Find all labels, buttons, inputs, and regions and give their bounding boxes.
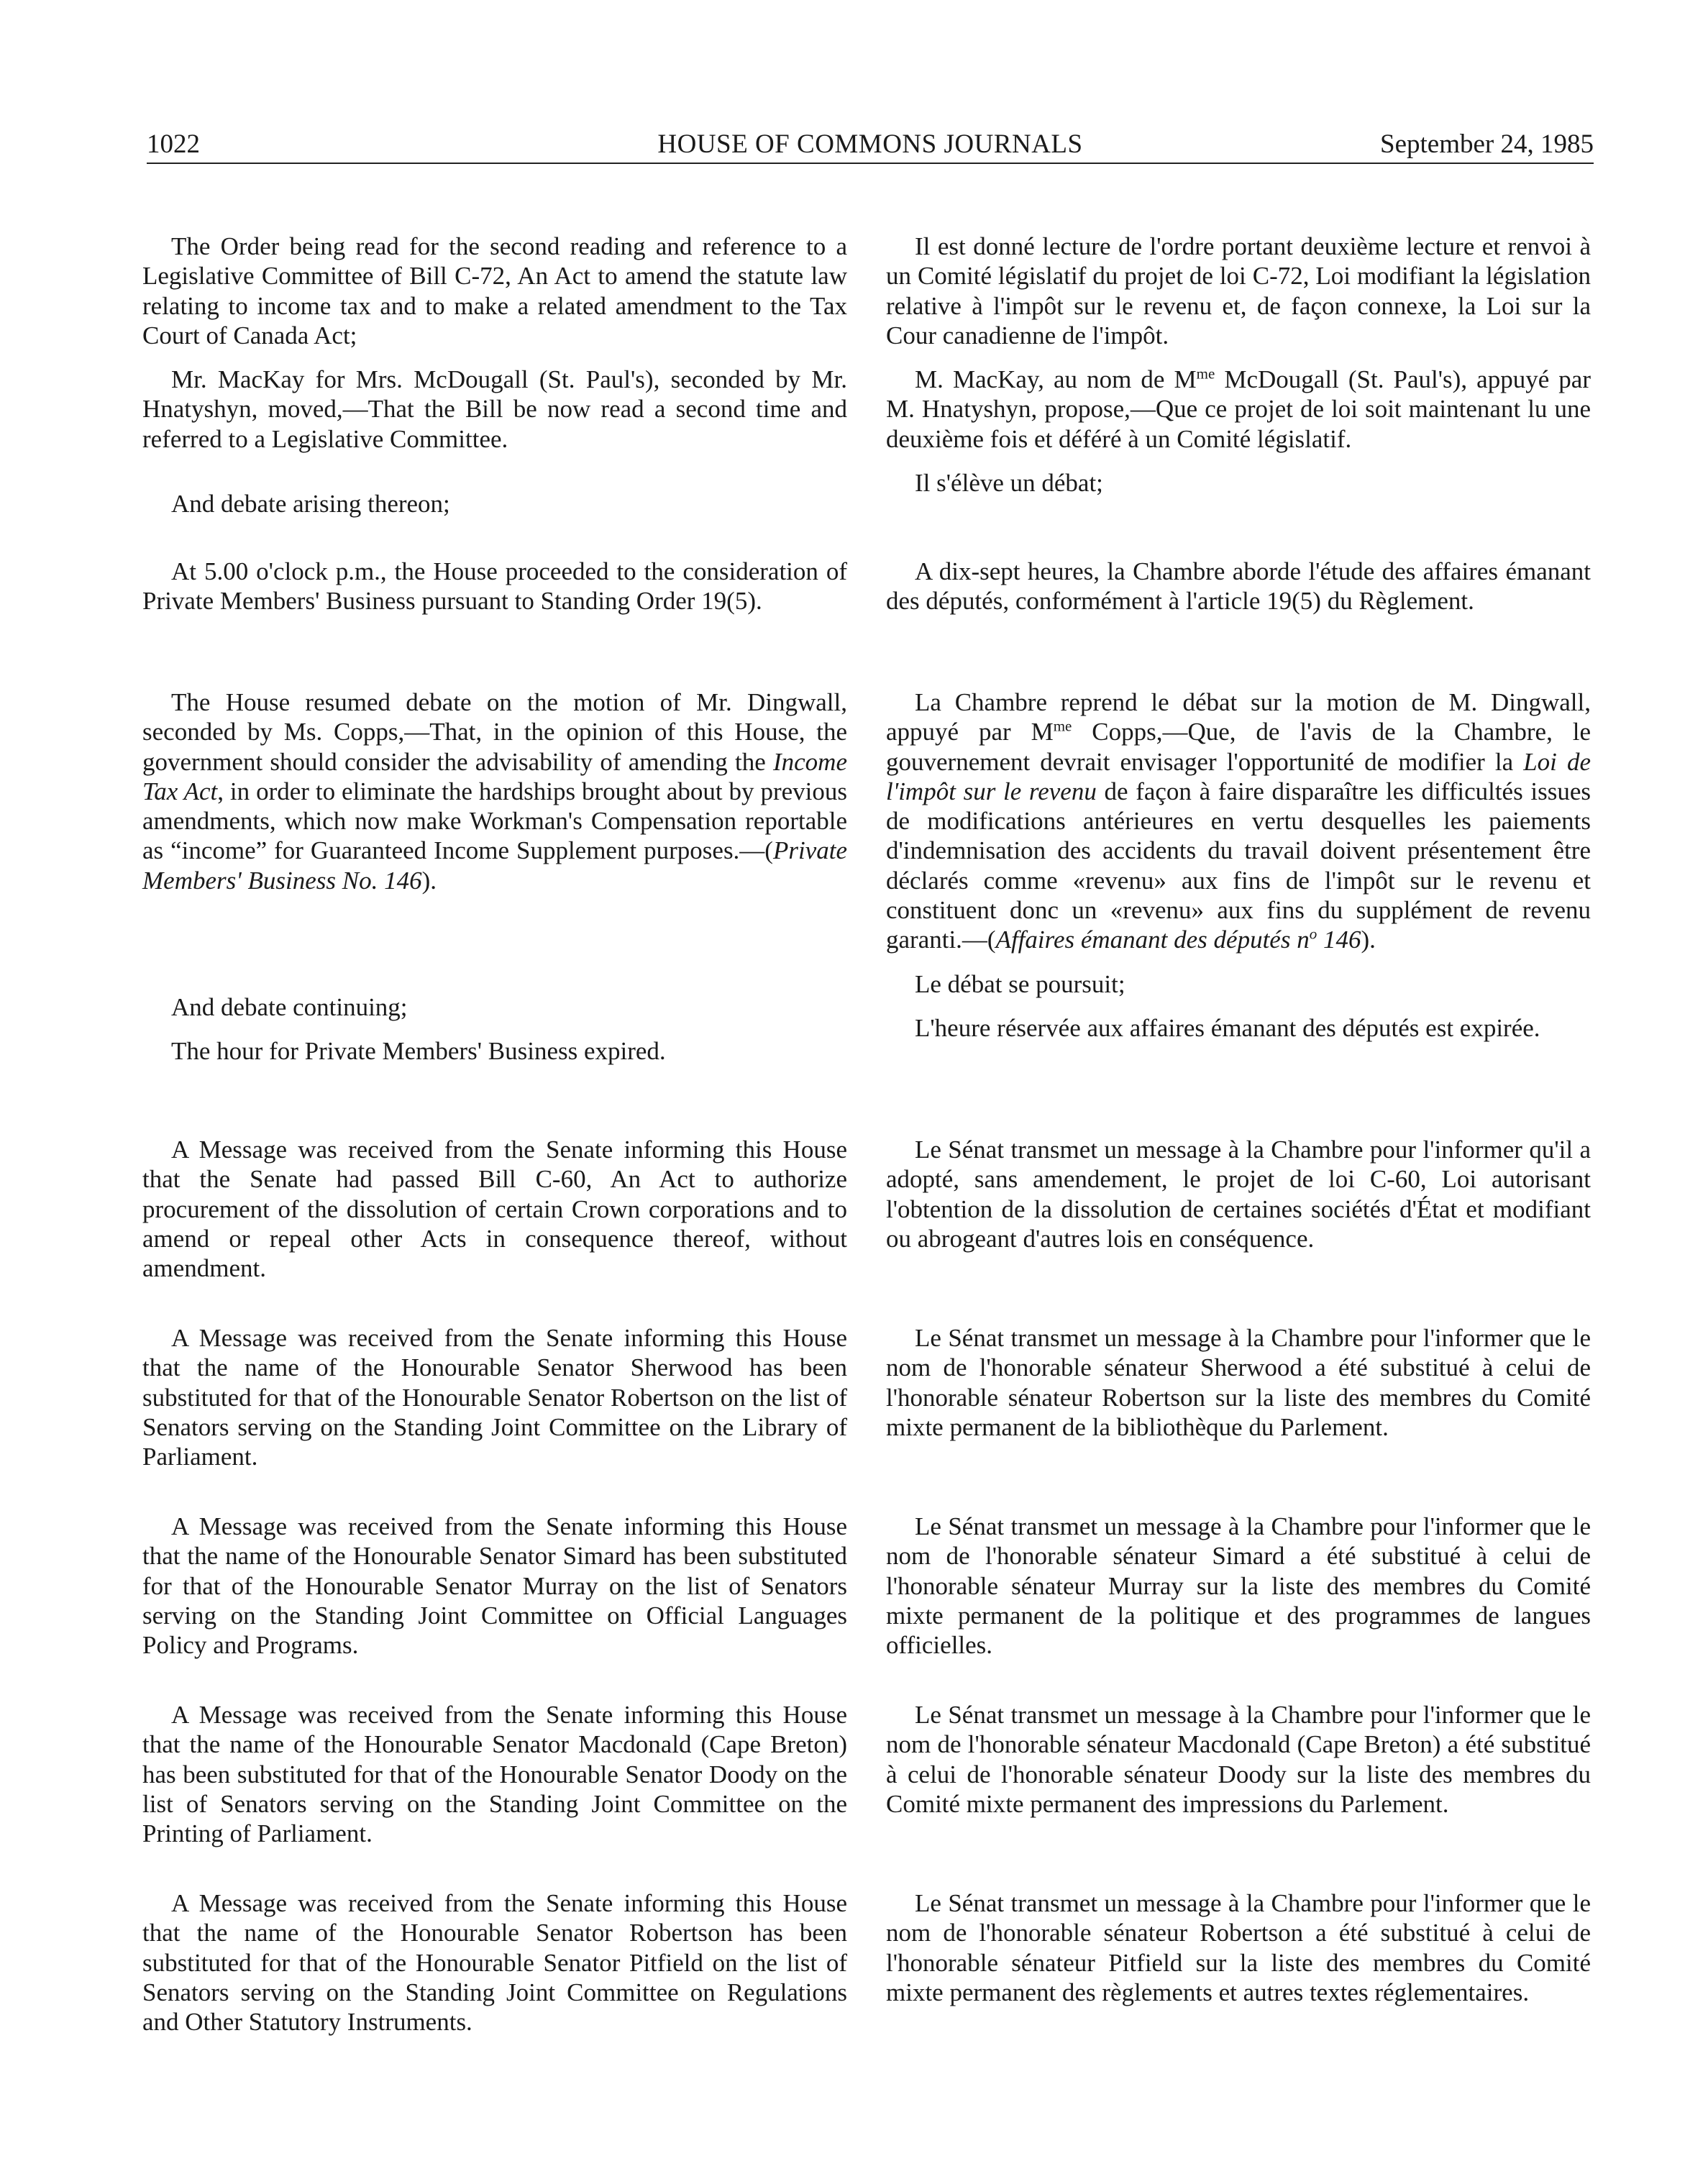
fr-senate-message-macdonald (886, 1700, 1591, 1819)
journal-title: HOUSE OF COMMONS JOURNALS (657, 129, 1083, 159)
paragraph: A Message was received from the Senate informing this House that the Senate had passed Bill C-60, An Act to authorize procurement of the dissolution of certain Crown corporations and to amend or repeal other Acts in consequence thereof, without amendment. (142, 1136, 847, 1283)
paragraph: The hour for Private Members' Business expired. (171, 1037, 666, 1066)
paragraph: Le Sénat transmet un message à la Chambre pour l'informer que le nom de l'honorable sénateur Macdonald (Cape Breton) a été substitué à celui de l'honorable sénateur Doody sur la liste des membres du Comité mixte permanent des impressions du Parlement. (886, 1701, 1591, 1818)
paragraph: Le Sénat transmet un message à la Chambre pour l'informer que le nom de l'honorable sénateur Sherwood a été substitué à celui de l'honorable sénateur Robertson sur la liste des membres du Comité mixte permanent de la bibliothèque du Parlement. (886, 1324, 1591, 1441)
page-date: September 24, 1985 (1380, 129, 1594, 159)
fr-senate-message-robertson (886, 1888, 1591, 2007)
paragraph: A Message was received from the Senate informing this House that the name of the Honourable Senator Macdonald (Cape Breton) has been substituted for that of the Honourable Senator Doody on the list of Senators serving on the Standing Joint Committee on the Printing of Parliament. (142, 1701, 847, 1848)
paragraph: At 5.00 o'clock p.m., the House proceeded to the consideration of Private Members' Business pursuant to Standing Order 19(5). (142, 557, 847, 616)
paragraph: L'heure réservée aux affaires émanant des députés est expirée. (915, 1013, 1540, 1042)
paragraph: And debate continuing; (171, 993, 408, 1021)
paragraph: M. MacKay, au nom de $M^{me}$ McDougall (St. Paul's), appuyé par M. Hnatyshyn, propose,—Que ce projet de loi soit maintenant lu une deuxième fois et déféré à un Comité législatif. (886, 365, 1591, 453)
fr-senate-message-sherwood (886, 1323, 1591, 1442)
page-header (147, 127, 1594, 164)
en-debate-continuing (142, 992, 847, 1066)
paragraph: Mr. MacKay for Mrs. McDougall (St. Paul's), seconded by Mr. Hnatyshyn, moved,—That the Bill be now read a second time and referred to a Legislative Committee. (142, 365, 847, 453)
paragraph: Le débat se poursuit; (915, 969, 1125, 998)
paragraph: A dix-sept heures, la Chambre aborde l'étude des affaires émanant des députés, conformément à l'article 19(5) du Règlement. (886, 557, 1591, 616)
fr-order-bill-c72 (886, 232, 1591, 498)
fr-motion-dingwall (886, 687, 1591, 1043)
paragraph: The Order being read for the second reading and reference to a Legislative Committee of Bill C-72, An Act to amend the statute law relating to income tax and to make a related amendment to the Tax Court of Canada Act; (142, 232, 847, 349)
paragraph: A Message was received from the Senate informing this House that the name of the Honourable Senator Sherwood has been substituted for that of the Honourable Senator Robertson on the list of Senators serving on the Standing Joint Committee on the Library of Parliament. (142, 1324, 847, 1471)
paragraph: A Message was received from the Senate informing this House that the name of the Honourable Senator Robertson has been substituted for that of the Honourable Senator Pitfield on the list of Senators serving on the Standing Joint Committee on Regulations and Other Statutory Instruments. (142, 1889, 847, 2037)
en-senate-message-macdonald (142, 1700, 847, 1848)
en-debate-arising (142, 489, 847, 518)
en-senate-message-robertson (142, 1888, 847, 2037)
en-motion-dingwall (142, 687, 847, 895)
paragraph: The House resumed debate on the motion of Mr. Dingwall, seconded by Ms. Copps,—That, in the opinion of this House, the government should consider the advisability of amending the Income Tax Act, in order to eliminate the hardships brought about by previous amendments, which now make Workman's Compensation reportable as “income” for Guaranteed Income Supplement purposes.—(Private Members' Business No. 146). (142, 688, 847, 895)
paragraph: Le Sénat transmet un message à la Chambre pour l'informer que le nom de l'honorable sénateur Robertson a été substitué à celui de l'honorable sénateur Pitfield sur la liste des membres du Comité mixte permanent des règlements et autres textes réglementaires. (886, 1889, 1591, 2006)
paragraph: Le Sénat transmet un message à la Chambre pour l'informer que le nom de l'honorable sénateur Simard a été substitué à celui de l'honorable sénateur Murray sur la liste des membres du Comité mixte permanent de la politique et des programmes de langues officielles. (886, 1512, 1591, 1660)
en-senate-message-simard (142, 1512, 847, 1660)
paragraph: Le Sénat transmet un message à la Chambre pour l'informer qu'il a adopté, sans amendement, le projet de loi C-60, Loi autorisant l'obtention de la dissolution de certaines sociétés d'État et modifiant ou abrogeant d'autres lois en conséquence. (886, 1136, 1591, 1253)
en-order-bill-c72 (142, 232, 847, 454)
fr-senate-message-c60 (886, 1135, 1591, 1253)
paragraph: La Chambre reprend le débat sur la motion de M. Dingwall, appuyé par $M^{me}$ Copps,—Que, de l'avis de la Chambre, le gouvernement devrait envisager l'opportunité de modifier la Loi de l'impôt sur le revenu de façon à faire disparaître les difficultés issues de modifications antérieures en vertu desquelles les paiements d'indemnisation des accidents du travail doivent présentement être déclarés comme «revenu» aux fins de l'impôt sur le revenu et constituent donc un «revenu» aux fins du supplément de revenu garanti.—(Affaires émanant des députés $n^o$ 146). (886, 688, 1591, 954)
fr-senate-message-simard (886, 1512, 1591, 1660)
paragraph: A Message was received from the Senate informing this House that the name of the Honourable Senator Simard has been substituted for that of the Honourable Senator Murray on the list of Senators serving on the Standing Joint Committee on Official Languages Policy and Programs. (142, 1512, 847, 1660)
paragraph: And debate arising thereon; (171, 490, 450, 518)
paragraph: Il s'élève un débat; (915, 469, 1103, 498)
en-senate-message-c60 (142, 1135, 847, 1283)
en-private-members-business (142, 557, 847, 616)
paragraph: Il est donné lecture de l'ordre portant deuxième lecture et renvoi à un Comité législatif du projet de loi C-72, Loi modifiant la législation relative à l'impôt sur le revenu et, de façon connexe, la Loi sur la Cour canadienne de l'impôt. (886, 232, 1591, 349)
en-senate-message-sherwood (142, 1323, 847, 1471)
page-number: 1022 (147, 129, 200, 159)
fr-private-members-business (886, 557, 1591, 616)
